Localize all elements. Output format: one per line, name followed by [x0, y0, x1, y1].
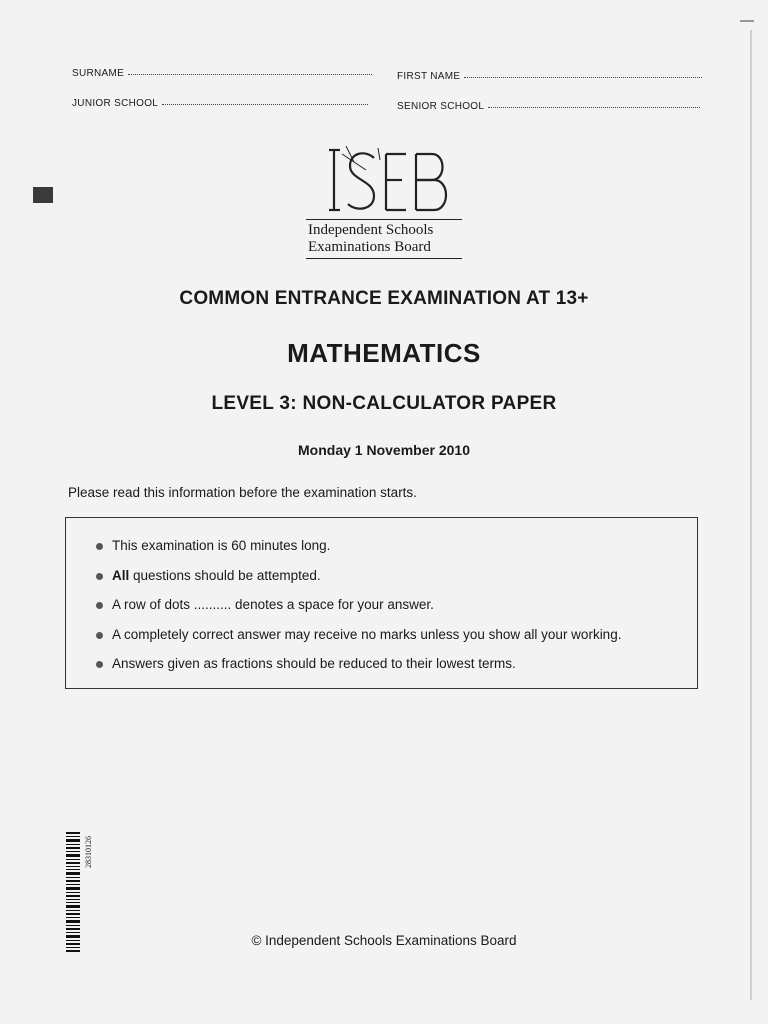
- logo-rule-top: [306, 219, 462, 220]
- bullet-icon: [96, 602, 103, 609]
- rule-item: [96, 538, 621, 568]
- surname-label: SURNAME: [72, 68, 125, 79]
- first-name-label: FIRST NAME: [397, 71, 461, 82]
- junior-school-dots: [162, 102, 368, 105]
- exam-date: Monday 1 November 2010: [298, 442, 470, 458]
- bullet-icon: [96, 573, 103, 580]
- rule-text: A completely correct answer may receive no marks unless you show all your working.: [112, 626, 622, 642]
- paper-level: LEVEL 3: NON-CALCULATOR PAPER: [211, 393, 557, 414]
- rule-item: [96, 568, 621, 598]
- junior-school-label: JUNIOR SCHOOL: [72, 98, 159, 109]
- side-tab-mark: [33, 187, 53, 203]
- surname-dots: [128, 72, 372, 75]
- surname-field[interactable]: [72, 68, 372, 79]
- intro-text: Please read this information before the examination starts.: [68, 485, 417, 500]
- rule-text-rest: questions should be attempted.: [129, 567, 321, 583]
- information-box: [65, 517, 698, 689]
- rules-list: [96, 538, 621, 686]
- junior-school-field[interactable]: [72, 98, 368, 109]
- subject-title: MATHEMATICS: [287, 338, 481, 368]
- exam-title: COMMON ENTRANCE EXAMINATION AT 13+: [179, 288, 589, 309]
- rule-item: [96, 656, 621, 686]
- senior-school-label: SENIOR SCHOOL: [397, 101, 485, 112]
- first-name-field[interactable]: [397, 71, 702, 82]
- senior-school-field[interactable]: [397, 101, 700, 112]
- logo-name-line2: Examinations Board: [308, 239, 431, 255]
- rule-item: [96, 597, 621, 627]
- barcode-number: 28310126: [84, 836, 93, 868]
- bullet-icon: [96, 632, 103, 639]
- corner-mark: [740, 20, 754, 22]
- bullet-icon: [96, 543, 103, 550]
- bullet-icon: [96, 661, 103, 668]
- logo-name-line1: Independent Schools: [308, 222, 434, 238]
- rule-text: Answers given as fractions should be reduced to their lowest terms.: [112, 656, 516, 671]
- copyright-notice: © Independent Schools Examinations Board: [251, 933, 517, 948]
- rule-item: [96, 627, 621, 657]
- logo-rule-bottom: [306, 258, 462, 259]
- first-name-dots: [464, 75, 702, 78]
- senior-school-dots: [488, 105, 700, 108]
- scan-edge: [750, 30, 752, 1000]
- logo-name: [308, 222, 433, 256]
- rule-text: A row of dots .......... denotes a space for your answer.: [112, 597, 434, 612]
- rule-text: [112, 568, 321, 583]
- rule-text: This examination is 60 minutes long.: [112, 538, 331, 553]
- rule-emphasis: All: [112, 567, 130, 583]
